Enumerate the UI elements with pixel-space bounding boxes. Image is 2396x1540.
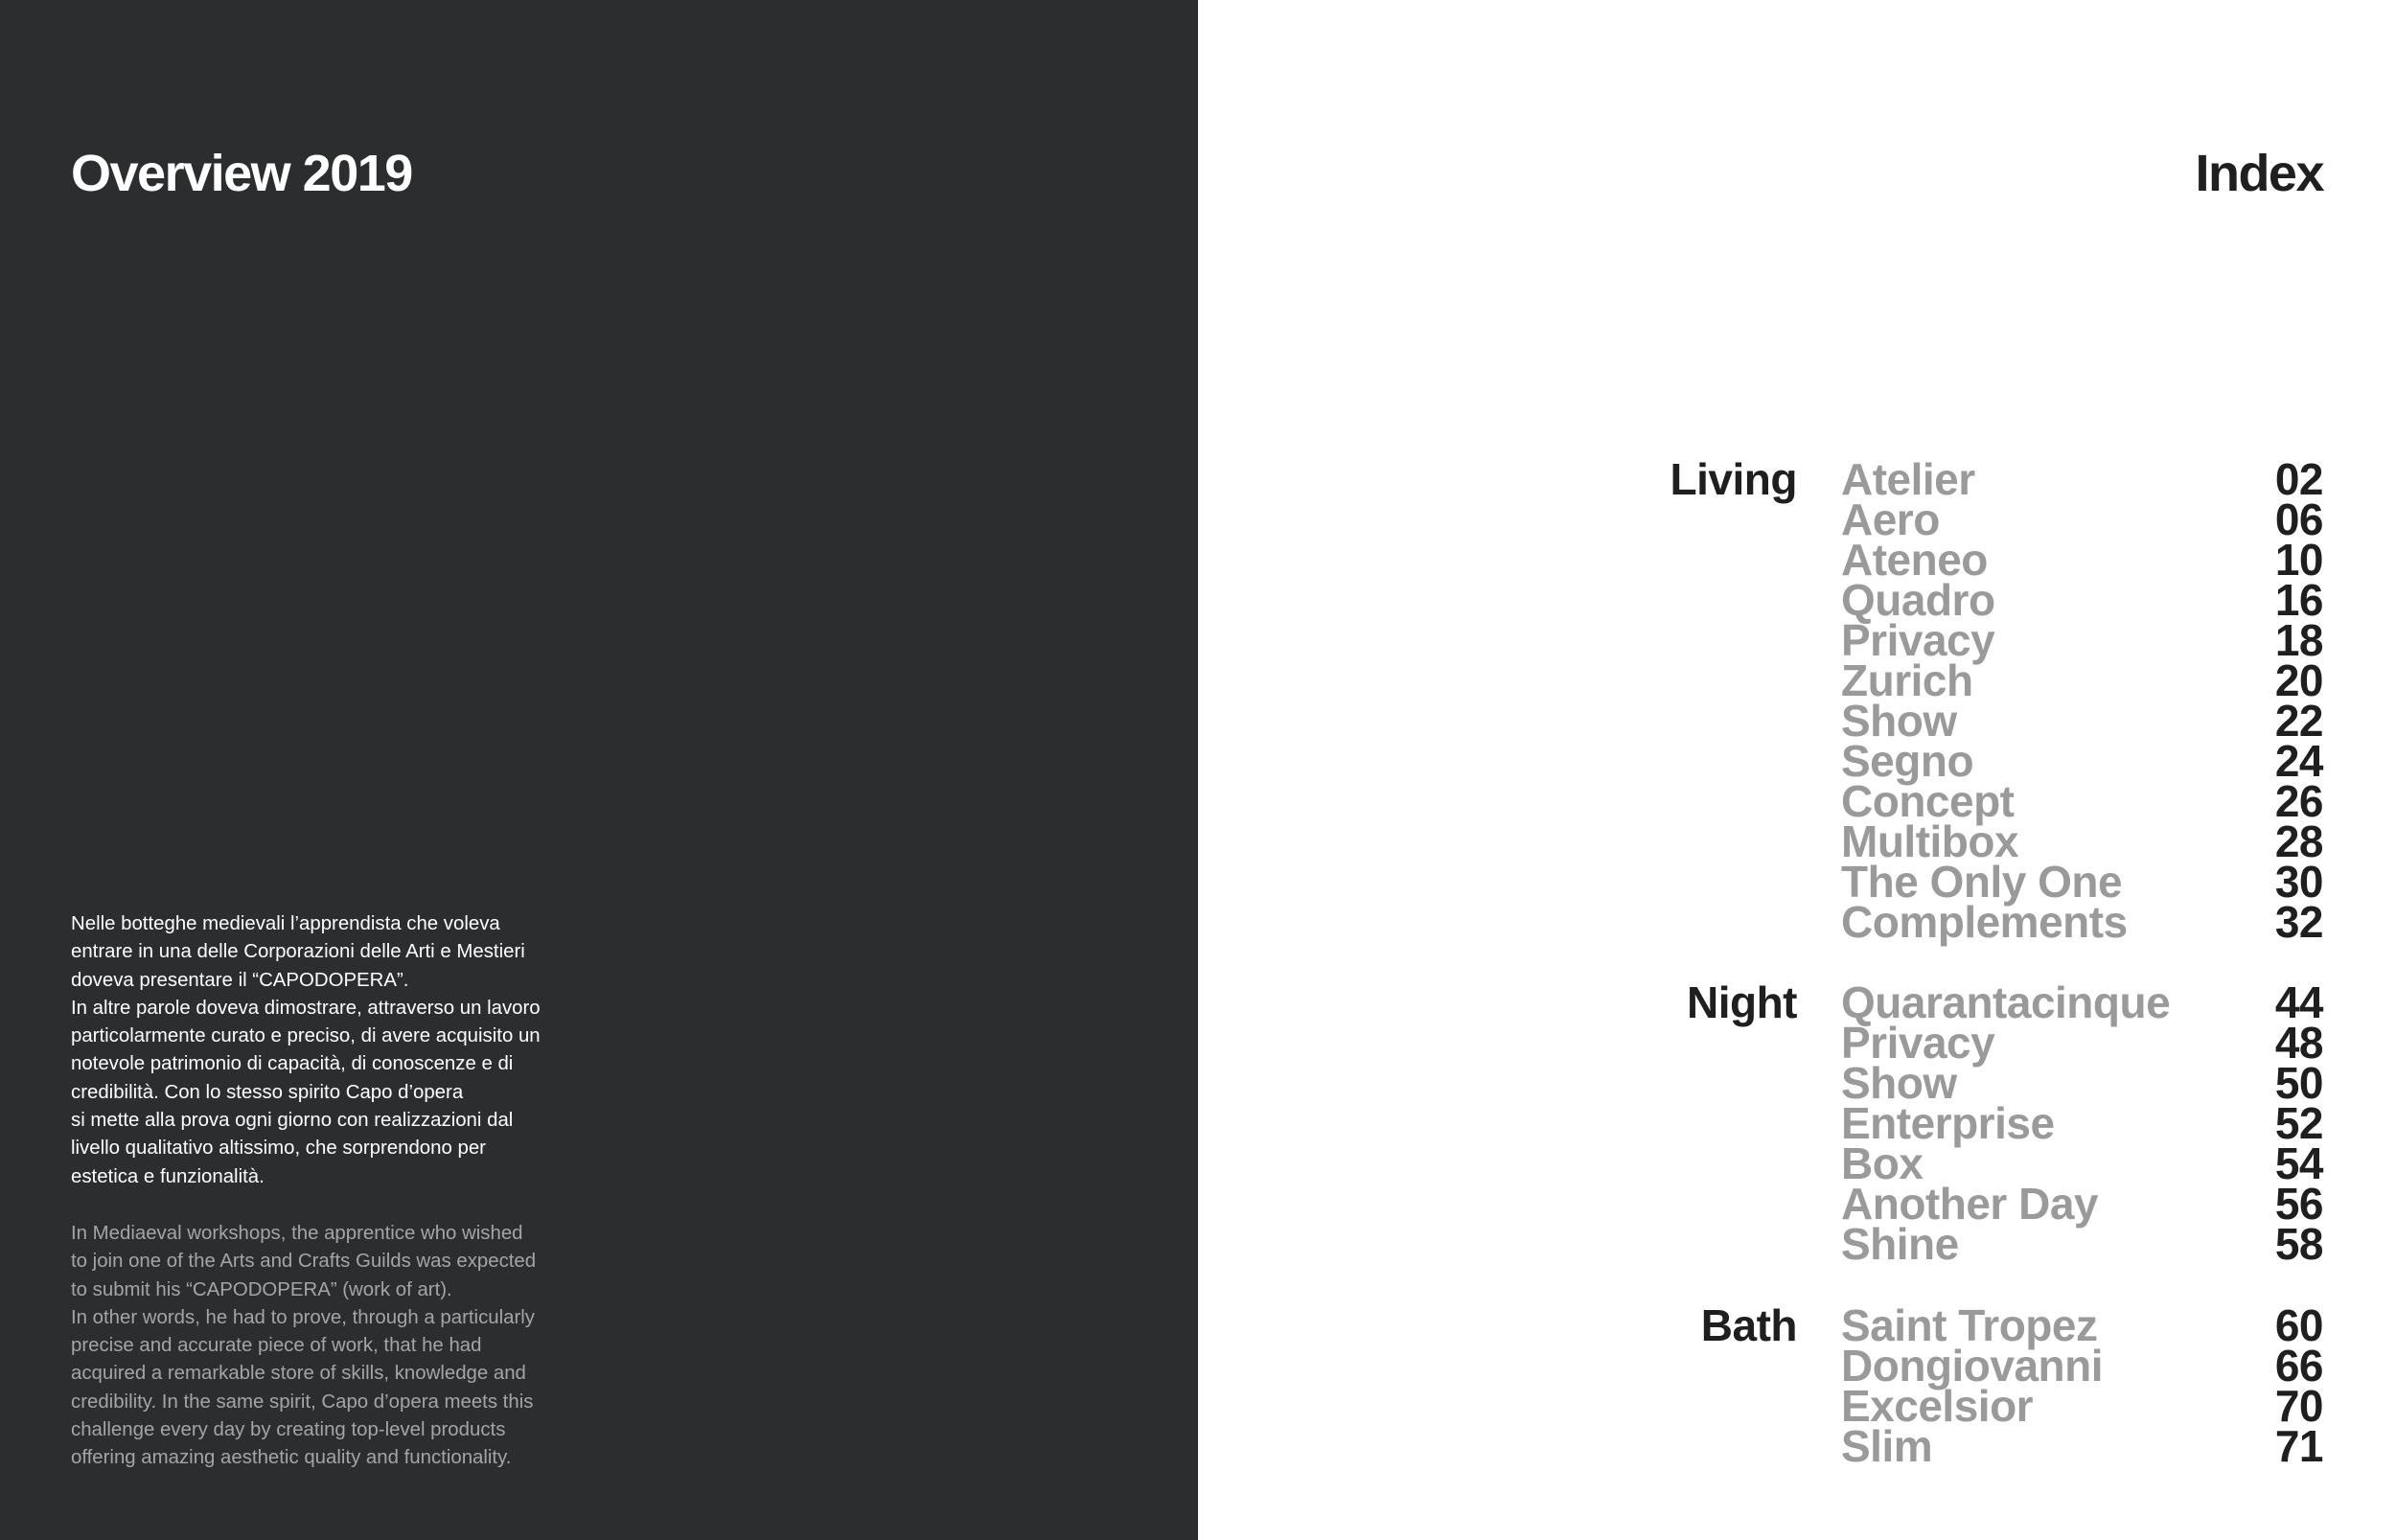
entry-page-number: 50	[2274, 1058, 2323, 1108]
entry-title: Privacy	[1841, 1018, 1995, 1068]
entry-page-number: 18	[2274, 615, 2323, 665]
entry-title: Show	[1841, 696, 1957, 746]
section-heading: Night	[1686, 977, 1797, 1027]
index-entry[interactable]	[1629, 615, 2323, 665]
entry-title: Complements	[1841, 897, 2128, 947]
entry-page-number: 54	[2274, 1138, 2323, 1188]
entry-title: Dongiovanni	[1841, 1341, 2104, 1391]
index-entry[interactable]	[1629, 535, 2323, 585]
intro-line: to join one of the Arts and Crafts Guilds was expected	[71, 1251, 537, 1273]
intro-line: challenge every day by creating top-level products	[71, 1419, 506, 1441]
entry-page-number: 06	[2274, 494, 2323, 544]
index-entry[interactable]	[1629, 736, 2323, 786]
entry-title: Enterprise	[1841, 1098, 2055, 1148]
entry-page-number: 24	[2274, 736, 2323, 786]
index-entry[interactable]	[1629, 1018, 2323, 1068]
entry-page-number: 70	[2274, 1381, 2323, 1431]
entry-title: Aero	[1841, 494, 1940, 544]
index-entry[interactable]	[1629, 1219, 2323, 1269]
intro-line: particolarmente curato e preciso, di avere acquisito un	[71, 1025, 541, 1047]
entry-page-number: 58	[2274, 1219, 2323, 1269]
entry-page-number: 52	[2274, 1098, 2323, 1148]
intro-line: entrare in una delle Corporazioni delle Arti e Mestieri	[71, 941, 525, 963]
overview-title: Overview 2019	[71, 145, 412, 202]
intro-line: credibility. In the same spirit, Capo d’opera meets this	[71, 1391, 534, 1413]
index-entry[interactable]	[1629, 1381, 2323, 1431]
entry-page-number: 28	[2274, 816, 2323, 866]
index-entry[interactable]	[1629, 494, 2323, 544]
index-entry[interactable]	[1629, 1098, 2323, 1148]
index-title: Index	[2195, 145, 2323, 202]
intro-line: to submit his “CAPODOPERA” (work of art).	[71, 1278, 452, 1300]
intro-line: In other words, he had to prove, through a particularly	[71, 1306, 535, 1328]
intro-line: estetica e funzionalità.	[71, 1165, 265, 1187]
entry-title: Another Day	[1841, 1179, 2098, 1229]
entry-page-number: 66	[2274, 1341, 2323, 1391]
entry-page-number: 71	[2274, 1421, 2323, 1471]
index-section-night	[1629, 977, 2323, 1269]
index-entry[interactable]	[1629, 1300, 2323, 1350]
entry-page-number: 56	[2274, 1179, 2323, 1229]
entry-title: Shine	[1841, 1219, 1959, 1269]
intro-line: In altre parole doveva dimostrare, attraverso un lavoro	[71, 997, 541, 1019]
entry-title: Ateneo	[1841, 535, 1988, 585]
entry-page-number: 20	[2274, 655, 2323, 705]
index-entry[interactable]	[1629, 1058, 2323, 1108]
entry-page-number: 60	[2274, 1300, 2323, 1350]
index-section-bath	[1629, 1300, 2323, 1471]
intro-line: credibilità. Con lo stesso spirito Capo d’opera	[71, 1081, 464, 1103]
index-entry[interactable]	[1629, 1138, 2323, 1188]
entry-title: Excelsior	[1841, 1381, 2034, 1431]
intro-line: notevole patrimonio di capacità, di conoscenze e di	[71, 1053, 514, 1075]
intro-line: In Mediaeval workshops, the apprentice who wished	[71, 1223, 523, 1244]
entry-title: Segno	[1841, 736, 1974, 786]
index-section-living	[1629, 454, 2323, 947]
entry-page-number: 44	[2274, 977, 2323, 1027]
entry-title: Multibox	[1841, 816, 2019, 866]
intro-line: Nelle botteghe medievali l’apprendista che voleva	[71, 913, 500, 934]
index-entry[interactable]	[1629, 696, 2323, 746]
index-entry[interactable]	[1629, 575, 2323, 625]
index-entry[interactable]	[1629, 857, 2323, 907]
entry-page-number: 32	[2274, 897, 2323, 947]
index-entry[interactable]	[1629, 1421, 2323, 1471]
index-entry[interactable]	[1629, 816, 2323, 866]
section-heading: Living	[1670, 454, 1797, 504]
index-entry[interactable]	[1629, 977, 2323, 1027]
index-entry[interactable]	[1629, 897, 2323, 947]
entry-title: Show	[1841, 1058, 1957, 1108]
intro-line: doveva presentare il “CAPODOPERA”.	[71, 969, 409, 991]
entry-page-number: 22	[2274, 696, 2323, 746]
entry-title: Quarantacinque	[1841, 977, 2171, 1027]
index-entry[interactable]	[1629, 655, 2323, 705]
entry-title: Atelier	[1841, 454, 1975, 504]
entry-title: Saint Tropez	[1841, 1300, 2098, 1350]
entry-title: The Only One	[1841, 857, 2123, 907]
intro-line: offering amazing aesthetic quality and functionality.	[71, 1447, 512, 1469]
intro-line: precise and accurate piece of work, that he had	[71, 1335, 482, 1357]
entry-title: Quadro	[1841, 575, 1995, 625]
index-entry[interactable]	[1629, 776, 2323, 826]
entry-title: Box	[1841, 1138, 1924, 1188]
entry-title: Slim	[1841, 1421, 1933, 1471]
entry-page-number: 02	[2274, 454, 2323, 504]
entry-page-number: 10	[2274, 535, 2323, 585]
intro-line: acquired a remarkable store of skills, knowledge and	[71, 1363, 526, 1385]
entry-title: Privacy	[1841, 615, 1995, 665]
intro-line: si mette alla prova ogni giorno con realizzazioni dal	[71, 1110, 514, 1132]
entry-page-number: 16	[2274, 575, 2323, 625]
entry-page-number: 48	[2274, 1018, 2323, 1068]
entry-title: Zurich	[1841, 655, 1973, 705]
index-entry[interactable]	[1629, 454, 2323, 504]
intro-line: livello qualitativo altissimo, che sorprendono per	[71, 1138, 486, 1160]
italian-intro-text	[71, 910, 608, 1191]
entry-page-number: 30	[2274, 857, 2323, 907]
index-entry[interactable]	[1629, 1341, 2323, 1391]
index-entry[interactable]	[1629, 1179, 2323, 1229]
entry-page-number: 26	[2274, 776, 2323, 826]
entry-title: Concept	[1841, 776, 2015, 826]
section-heading: Bath	[1700, 1300, 1797, 1350]
english-intro-text	[71, 1220, 608, 1473]
